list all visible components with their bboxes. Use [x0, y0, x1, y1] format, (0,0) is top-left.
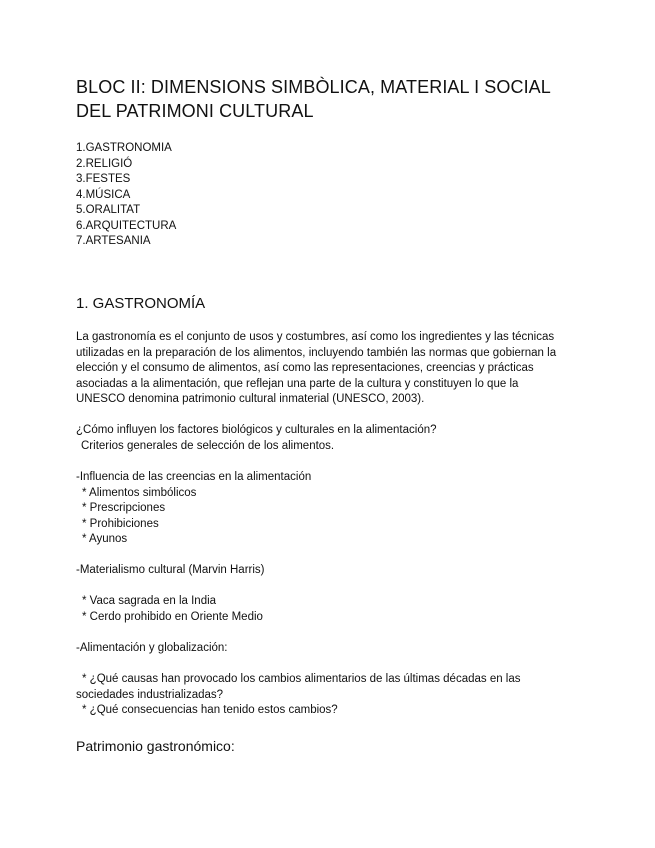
list-item: * ¿Qué causas han provocado los cambios alimentarios de las últimas décadas en las — [82, 673, 521, 685]
list-item: * Alimentos simbólicos — [82, 486, 197, 499]
paragraph-line: UNESCO denomina patrimonio cultural inmaterial (UNESCO, 2003). — [76, 393, 425, 405]
toc-item: 3.FESTES — [76, 173, 131, 185]
globalization-questions — [76, 672, 521, 719]
list-item: * ¿Qué consecuencias han tenido estos cambios? — [82, 704, 338, 716]
toc-item: 1.GASTRONOMIA — [76, 142, 172, 154]
document-title-line1: BLOC II: DIMENSIONS SIMBÒLICA, MATERIAL I SOCIAL — [76, 77, 551, 97]
toc-item: 5.ORALITAT — [76, 204, 141, 216]
paragraph-line: asociadas a la alimentación, que reflejan una parte de la cultura y constituyen lo que la — [76, 377, 519, 390]
question-block — [76, 423, 437, 454]
beliefs-block — [76, 470, 311, 548]
materialism-heading: -Materialismo cultural (Marvin Harris) — [76, 564, 265, 576]
question-line: ¿Cómo influyen los factores biológicos y culturales en la alimentación? — [76, 424, 437, 436]
paragraph-line: elección y el consumo de alimentos, así como las representaciones, creencias y prácticas — [76, 362, 534, 374]
toc-item: 6.ARQUITECTURA — [76, 219, 177, 232]
heritage-heading: Patrimonio gastronómico: — [76, 738, 235, 754]
list-item: * Prohibiciones — [82, 517, 159, 530]
globalization-heading: -Alimentación y globalización: — [76, 642, 228, 654]
intro-paragraph — [76, 330, 556, 408]
toc-item: 7.ARTESANIA — [76, 235, 151, 247]
list-item: * Ayunos — [82, 533, 128, 545]
list-item: * Prescripciones — [82, 502, 166, 514]
list-item: * Cerdo prohibido en Oriente Medio — [82, 610, 263, 623]
toc-item: 2.RELIGIÓ — [76, 157, 133, 170]
list-item: * Vaca sagrada en la India — [82, 595, 217, 607]
document-title-line2: DEL PATRIMONI CULTURAL — [76, 101, 314, 121]
paragraph-line: La gastronomía es el conjunto de usos y costumbres, así como los ingredientes y las técnicas — [76, 331, 555, 343]
table-of-contents — [76, 141, 176, 250]
criteria-line: Criterios generales de selección de los alimentos. — [81, 439, 335, 452]
beliefs-heading: -Influencia de las creencias en la alimentación — [76, 471, 312, 483]
list-item-continuation: sociedades industrializadas? — [76, 688, 224, 701]
paragraph-line: utilizadas en la preparación de los alimentos, incluyendo también las normas que gobiernan la — [76, 346, 557, 359]
materialism-list — [76, 594, 263, 625]
section-heading-gastronomia: 1. GASTRONOMÍA — [76, 295, 206, 312]
toc-item: 4.MÚSICA — [76, 188, 131, 201]
